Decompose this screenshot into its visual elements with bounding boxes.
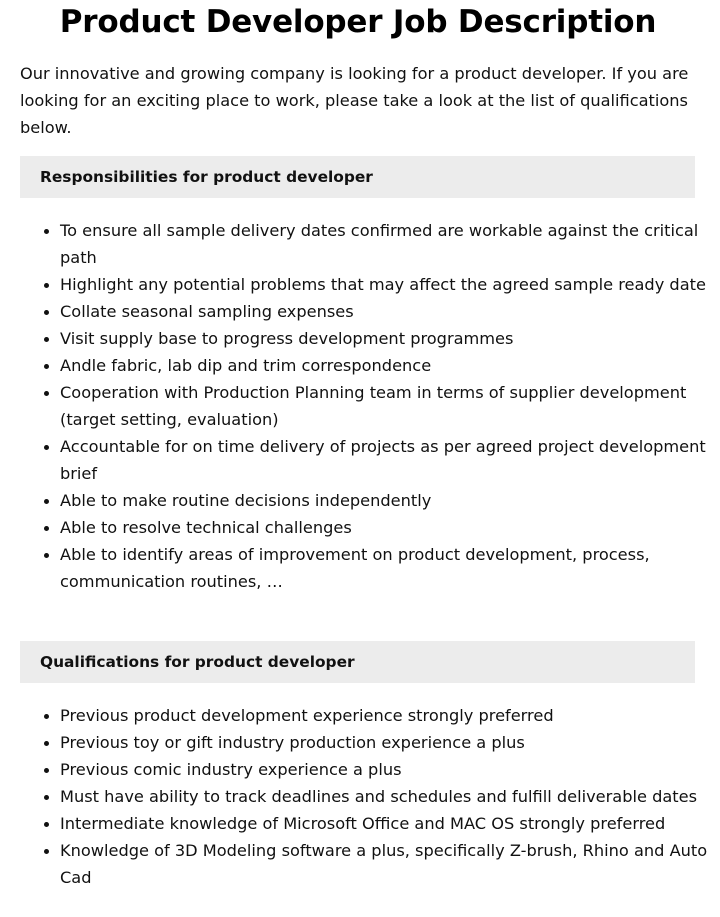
list-item: • Knowledge of 3D Modeling software a plus, specifically Z-brush, Rhino and Auto Cad — [60, 837, 720, 891]
list-item: • Collate seasonal sampling expenses — [60, 298, 720, 325]
qualifications-list — [40, 702, 720, 891]
intro-paragraph: Our innovative and growing company is looking for a product developer. If you are looking for an exciting place to work, please take a look at the list of qualifications below. — [20, 64, 689, 137]
responsibilities-heading: Responsibilities for product developer — [20, 156, 695, 198]
list-item: • Visit supply base to progress development programmes — [60, 325, 720, 352]
list-item: • Previous comic industry experience a plus — [60, 756, 720, 783]
responsibilities-list — [40, 217, 720, 595]
list-item: • Previous toy or gift industry production experience a plus — [60, 729, 720, 756]
qualifications-heading: Qualifications for product developer — [20, 641, 695, 683]
list-item: • Highlight any potential problems that may affect the agreed sample ready date — [60, 271, 720, 298]
list-item: • Must have ability to track deadlines and schedules and fulfill deliverable dates — [60, 783, 720, 810]
page-title: Product Developer Job Description — [59, 4, 657, 40]
list-item: • Able to identify areas of improvement on product development, process, communication routines, … — [60, 541, 720, 595]
list-item: • Andle fabric, lab dip and trim correspondence — [60, 352, 720, 379]
list-item: • Accountable for on time delivery of projects as per agreed project development brief — [60, 433, 720, 487]
list-item: • Previous product development experience strongly preferred — [60, 702, 720, 729]
list-item: • Able to resolve technical challenges — [60, 514, 720, 541]
list-item: • To ensure all sample delivery dates confirmed are workable against the critical path — [60, 217, 720, 271]
list-item: • Able to make routine decisions independently — [60, 487, 720, 514]
list-item: • Cooperation with Production Planning team in terms of supplier development (target setting, evaluation) — [60, 379, 720, 433]
list-item: • Intermediate knowledge of Microsoft Office and MAC OS strongly preferred — [60, 810, 720, 837]
